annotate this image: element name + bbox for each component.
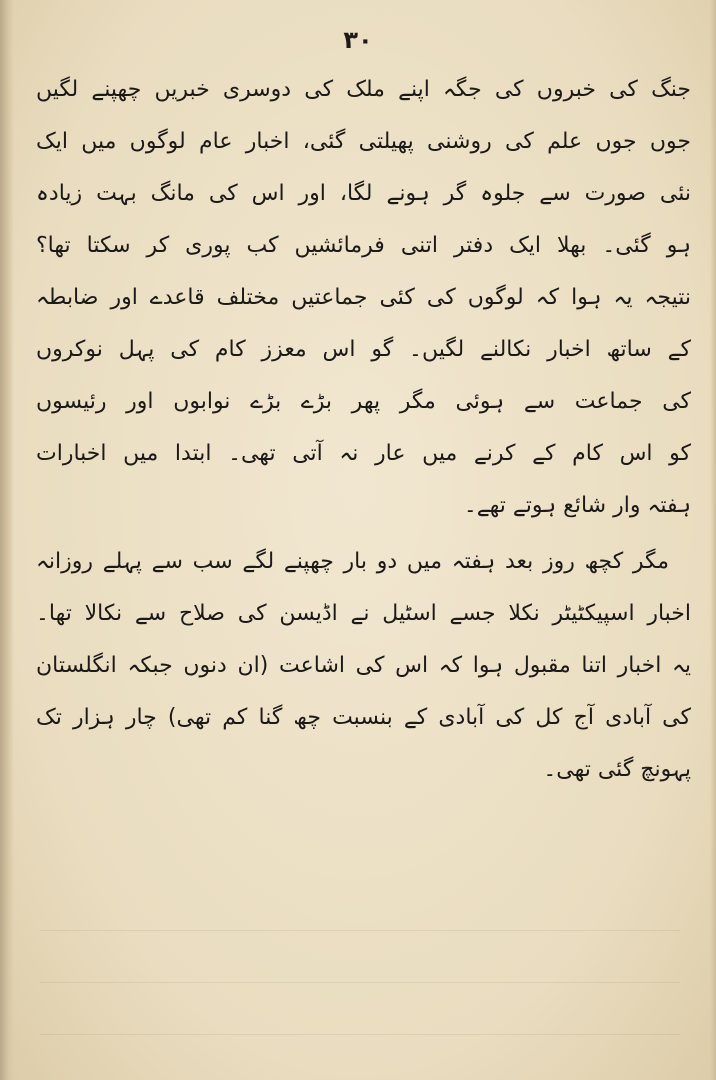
paragraph-1-line-4: ہو گئی۔ بھلا ایک دفتر اتنی فرمائشیں کب پوری کر سکتا تھا؟	[36, 233, 691, 258]
paragraph-2-line-2: اخبار اسپیکٹیٹر نکلا جسے اسٹیل نے اڈیسن کی صلاح سے نکالا تھا۔	[36, 601, 691, 626]
page-number: ۳۰	[343, 26, 373, 54]
paragraph-1-line-5: نتیجہ یہ ہوا کہ لوگوں کی کئی جماعتیں مختلف قاعدے اور ضابطہ	[36, 285, 691, 310]
page-gutter-shadow	[0, 0, 14, 1080]
paragraph-1-line-2: جوں جوں علم کی روشنی پھیلتی گئی، اخبار عام لوگوں میں ایک	[36, 129, 691, 154]
page-text	[36, 64, 691, 796]
paragraph-2-line-3: یہ اخبار اتنا مقبول ہوا کہ اس کی اشاعت (ان دنوں جبکہ انگلستان	[36, 653, 691, 678]
paragraph-2-line-5: پہونچ گئی تھی۔	[543, 757, 691, 782]
paragraph-2-line-4: کی آبادی آج کل کی آبادی کے بنسبت چھ گنا کم تھی) چار ہزار تک	[36, 705, 691, 730]
paragraph-2-line-1: مگر کچھ روز بعد ہفتہ میں دو بار چھپنے لگے سب سے پہلے روزانہ	[36, 549, 669, 574]
paragraph-1-line-8: کو اس کام کے کرنے میں عار نہ آتی تھی۔ ابتدا میں اخبارات	[36, 441, 691, 466]
paragraph-1-line-1: جنگ کی خبروں کی جگہ اپنے ملک کی دوسری خبریں چھپنے لگیں	[36, 77, 691, 102]
paragraph-1-line-6: کے ساتھ اخبار نکالنے لگیں۔ گو اس معزز کام کی پہل نوکروں	[36, 337, 691, 362]
show-through-line	[40, 982, 680, 983]
page-edge-shadow	[710, 0, 716, 1080]
show-through-line	[40, 930, 680, 931]
paragraph-1-line-3: نئی صورت سے جلوہ گر ہونے لگا، اور اس کی مانگ بہت زیادہ	[36, 181, 691, 206]
show-through-line	[40, 1034, 680, 1035]
paragraph-1-line-7: کی جماعت سے ہوئی مگر پھر بڑے بڑے نوابوں اور رئیسوں	[36, 389, 691, 414]
paragraph-1-line-9: ہفتہ وار شائع ہوتے تھے۔	[463, 493, 691, 518]
